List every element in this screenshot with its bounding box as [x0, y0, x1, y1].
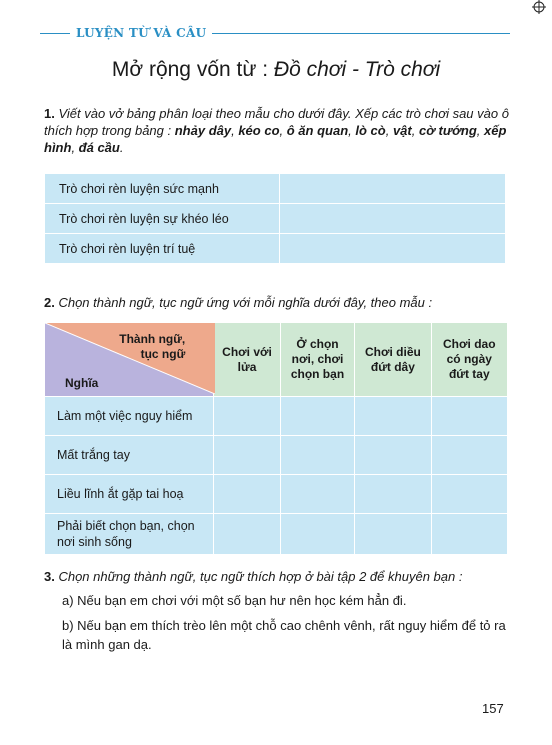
header-line: chọn bạn: [290, 367, 345, 381]
table-row: [45, 204, 506, 234]
separator: ,: [231, 123, 239, 138]
header-line: Chơi diều: [364, 344, 421, 359]
table-row: [45, 436, 508, 475]
exercise-3a: a) Nếu bạn em chơi với một số bạn hư nên học kém hẳn đi.: [62, 593, 407, 608]
table-row: [45, 174, 506, 204]
header-line: Chơi dao: [443, 337, 496, 351]
section-header: [40, 24, 510, 42]
header-line: lửa: [237, 359, 257, 374]
title-prefix: Mở rộng vốn từ :: [111, 58, 274, 81]
title-emphasis: Đồ chơi - Trò chơi: [273, 58, 441, 81]
row-label: Trò chơi rèn luyện trí tuệ: [45, 234, 280, 264]
column-header: [214, 323, 281, 397]
meaning-line: Phải biết chọn bạn, chọn: [57, 519, 195, 533]
separator: ,: [476, 123, 485, 138]
table-row: [45, 397, 508, 436]
separator: ,: [411, 123, 419, 138]
classification-table: [44, 173, 506, 264]
answer-cell: [355, 514, 431, 555]
exercise-3-instruction: [44, 568, 519, 585]
exercise-1-number: 1.: [44, 106, 55, 121]
separator: ,: [279, 123, 287, 138]
separator: ,: [385, 123, 393, 138]
answer-cell: [280, 514, 354, 555]
corner-top-label: [119, 332, 185, 362]
game-item: vật: [392, 123, 412, 138]
table-row: [45, 234, 506, 264]
game-item: ô ăn quan: [286, 123, 349, 138]
answer-cell: [280, 234, 506, 264]
table-row: [45, 475, 508, 514]
answer-cell: [280, 397, 354, 436]
meaning-label: [45, 514, 214, 555]
exercise-1-text: Viết vào vở bảng phân loại theo mẫu cho dưới đây. Xếp các trò chơi sau vào ô thích hợp trong bảng :: [44, 106, 509, 138]
answer-cell: [214, 514, 281, 555]
corner-top-line: Thành ngữ,: [119, 332, 186, 346]
exercise-2-text: Chọn thành ngữ, tục ngữ ứng với mỗi nghĩa dưới đây, theo mẫu :: [54, 295, 433, 310]
answer-cell: [431, 436, 507, 475]
page-number: 157: [482, 701, 504, 716]
section-label: LUYỆN TỪ VÀ CÂU: [76, 26, 207, 40]
answer-cell: [355, 475, 431, 514]
table-row: [45, 514, 508, 555]
column-header: [280, 323, 354, 397]
header-line: Chơi với: [222, 344, 272, 359]
answer-cell: [280, 204, 506, 234]
exercise-1-instruction: [44, 105, 519, 156]
column-header: [355, 323, 431, 397]
game-item: nhảy dây: [174, 123, 232, 138]
answer-cell: [431, 475, 507, 514]
header-line: nơi, chơi: [291, 352, 344, 366]
game-item: kéo co: [238, 123, 280, 138]
game-item: xếp hình: [44, 123, 507, 155]
column-header: [431, 323, 507, 397]
answer-cell: [355, 397, 431, 436]
game-item: đá cầu: [78, 140, 120, 155]
exercise-2-number: 2.: [44, 295, 55, 310]
header-rule-right: [212, 33, 510, 34]
separator: ,: [348, 123, 356, 138]
game-item: lò cò: [355, 123, 386, 138]
answer-cell: [214, 475, 281, 514]
game-item: cờ tướng: [418, 123, 477, 138]
corner-top-line: tục ngữ: [140, 347, 186, 361]
row-label: Trò chơi rèn luyện sự khéo léo: [45, 204, 280, 234]
answer-cell: [214, 436, 281, 475]
separator: .: [119, 140, 124, 155]
header-rule-left: [40, 33, 70, 34]
row-label: Trò chơi rèn luyện sức mạnh: [45, 174, 280, 204]
exercise-3-number: 3.: [44, 569, 55, 584]
exercise-2-instruction: [44, 294, 519, 311]
corner-header-cell: [45, 323, 214, 397]
header-line: đứt dây: [370, 359, 415, 374]
meaning-line: nơi sinh sống: [57, 535, 132, 549]
answer-cell: [280, 174, 506, 204]
table-header-row: [45, 323, 508, 397]
answer-cell: [431, 397, 507, 436]
header-line: có ngày: [446, 352, 492, 366]
corner-bottom-label: Nghĩa: [65, 376, 99, 390]
answer-cell: [355, 436, 431, 475]
meaning-label: Liều lĩnh ắt gặp tai hoạ: [45, 475, 214, 514]
page-title: [0, 58, 552, 82]
meaning-label: Mất trắng tay: [45, 436, 214, 475]
meaning-label: Làm một việc nguy hiểm: [45, 397, 214, 436]
answer-cell: [431, 514, 507, 555]
answer-cell: [280, 436, 354, 475]
separator: ,: [71, 140, 79, 155]
answer-cell: [280, 475, 354, 514]
exercise-3b: b) Nếu bạn em thích trèo lên một chỗ cao chênh vênh, rất nguy hiểm để tỏ ra là mình gan dạ.: [62, 618, 506, 652]
header-line: đứt tay: [448, 367, 490, 381]
header-line: Ở chọn: [296, 337, 339, 351]
answer-cell: [214, 397, 281, 436]
exercise-3-text: Chọn những thành ngữ, tục ngữ thích hợp ở bài tập 2 để khuyên bạn :: [54, 569, 463, 584]
idiom-matching-table: [44, 322, 508, 555]
registration-mark-icon: [530, 0, 548, 18]
